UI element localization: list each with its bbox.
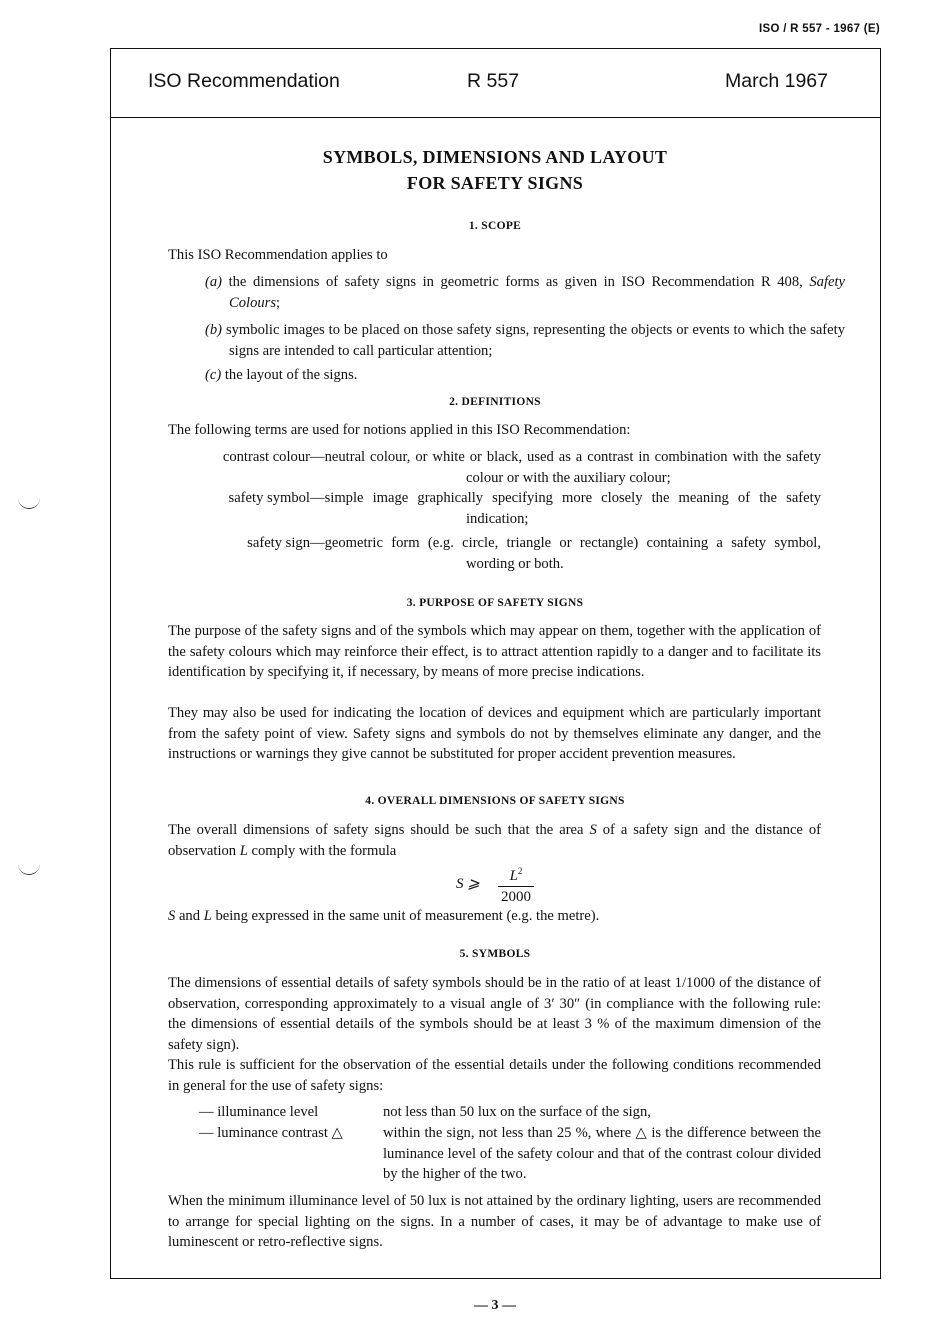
symbols-paragraph-1: The dimensions of essential details of safety symbols should be in the ratio of at least 1/1000 of the distance of observation, corresponding approximately to a visual angle of 3′ 30″ (in compliance with the following rule: the dimensions of essential details of the symbols should be at least 3 % of the maximum dimension of the safety sign). — [168, 975, 821, 1053]
definition-term: safety symbol — [228, 490, 310, 506]
frame-top-rule — [110, 48, 880, 49]
definition-term: safety sign — [247, 535, 310, 551]
scope-item-c — [205, 365, 845, 386]
formula-fraction — [498, 862, 534, 906]
distance-symbol: L — [239, 842, 248, 859]
condition-1-label: — illuminance level — [199, 1104, 319, 1120]
definition-term: contrast colour — [222, 449, 310, 465]
dimensions-text-3: comply with the formula — [251, 842, 397, 859]
definition-safety-symbol — [150, 488, 821, 529]
section-3-heading: 3. PURPOSE OF SAFETY SIGNS — [406, 597, 584, 609]
frame-bottom-rule — [110, 1278, 881, 1279]
condition-1-text: not less than 50 lux on the surface of the sign, — [383, 1104, 651, 1120]
definitions-intro: The following terms are used for notions applied in this ISO Recommendation: — [168, 422, 631, 438]
purpose-paragraph-1: The purpose of the safety signs and of the symbols which may appear on them, together with the application of the safety colours which may reinforce their effect, is to attract attention rapidly to a danger and to facilitate its identification by specifying it, if necessary, by means of more precise indications. — [168, 623, 821, 680]
header-recommendation-number: R 557 — [467, 70, 520, 92]
fraction-bar — [498, 886, 534, 887]
header-date: March 1967 — [725, 70, 828, 92]
header-divider — [110, 117, 881, 118]
dimensions-text-1: The overall dimensions of safety signs should be such that the area — [168, 822, 584, 838]
definition-safety-sign — [150, 533, 821, 574]
scope-item-a-reference: Safety Colours — [229, 274, 846, 311]
document-title — [110, 144, 880, 196]
title-line-1: SYMBOLS, DIMENSIONS AND LAYOUT — [322, 147, 668, 167]
dimensions-paragraph — [168, 820, 821, 861]
symbols-paragraph-2: This rule is sufficient for the observation of the essential details under the following conditions recommended in general for the use of safety signs: — [168, 1057, 821, 1094]
area-symbol: S — [589, 822, 597, 838]
units-distance-symbol: L — [203, 908, 212, 924]
section-4-heading: 4. OVERALL DIMENSIONS OF SAFETY SIGNS — [365, 795, 625, 807]
units-note — [168, 906, 821, 927]
scope-item-b-label: (b) — [205, 322, 223, 338]
formula-denominator: 2000 — [501, 889, 531, 905]
formula-lhs: S ⩾ — [456, 876, 480, 892]
definition-description: —neutral colour, or white or black, used as a contrast in combination with the safety colour or with the auxiliary colour; — [310, 449, 821, 486]
symbols-paragraph-3: When the minimum illuminance level of 50 lux is not attained by the ordinary lighting, users are recommended to arrange for special lighting on the signs. In a number of cases, it may be of advantage to make use of luminescent or retro-reflective signs. — [168, 1193, 821, 1250]
formula-numerator — [498, 862, 534, 885]
margin-punch-mark-upper — [18, 498, 40, 509]
section-5-heading: 5. SYMBOLS — [459, 948, 531, 960]
section-2-heading: 2. DEFINITIONS — [449, 396, 541, 408]
condition-2-label: — luminance contrast △ — [199, 1125, 343, 1141]
scope-item-a-label: (a) — [205, 274, 223, 290]
scope-intro: This ISO Recommendation applies to — [168, 247, 388, 263]
units-area-symbol: S — [168, 908, 176, 924]
section-1-heading: 1. SCOPE — [468, 220, 522, 232]
scope-item-a-end: ; — [276, 294, 281, 311]
scope-item-b — [205, 320, 845, 361]
formula-numerator-symbol: L — [509, 868, 518, 884]
units-text: being expressed in the same unit of measurement (e.g. the metre). — [215, 908, 600, 924]
document-code: ISO / R 557 - 1967 (E) — [758, 23, 880, 35]
condition-2-text: within the sign, not less than 25 %, where △ is the difference between the luminance level of the safety colour and that of the contrast colour divided by the higher of the two. — [383, 1125, 821, 1182]
title-line-2: FOR SAFETY SIGNS — [406, 173, 584, 193]
purpose-paragraph-2: They may also be used for indicating the location of devices and equipment which are particularly important from the safety point of view. Safety signs and symbols do not by themselves eliminate any danger, and the instructions or warnings they give cannot be substituted for proper accident prevention measures. — [168, 705, 821, 762]
definition-description: —simple image graphically specifying more closely the meaning of the safety indication; — [310, 490, 821, 527]
units-and: and — [178, 908, 201, 924]
frame-right-rule — [880, 48, 881, 1278]
header-organization: ISO Recommendation — [148, 70, 340, 92]
scope-item-c-text: the layout of the signs. — [224, 367, 358, 383]
scope-item-b-text: symbolic images to be placed on those safety signs, representing the objects or events to which the safety signs are intended to call particular attention; — [225, 322, 845, 359]
scope-item-c-label: (c) — [205, 367, 222, 383]
scope-item-a-text: the dimensions of safety signs in geometric forms as given in ISO Recommendation R 408, — [228, 274, 803, 290]
scope-item-a — [205, 272, 845, 313]
definition-description: —geometric form (e.g. circle, triangle or rectangle) containing a safety symbol, wording or both. — [310, 535, 821, 572]
definition-contrast-colour — [150, 447, 821, 488]
dimensions-text-2: of a safety sign and the distance of observation — [168, 822, 821, 859]
formula-exponent: 2 — [517, 866, 523, 876]
margin-punch-mark-lower — [18, 864, 40, 875]
page-number: — 3 — — [474, 1298, 516, 1313]
frame-left-rule — [110, 48, 111, 1278]
